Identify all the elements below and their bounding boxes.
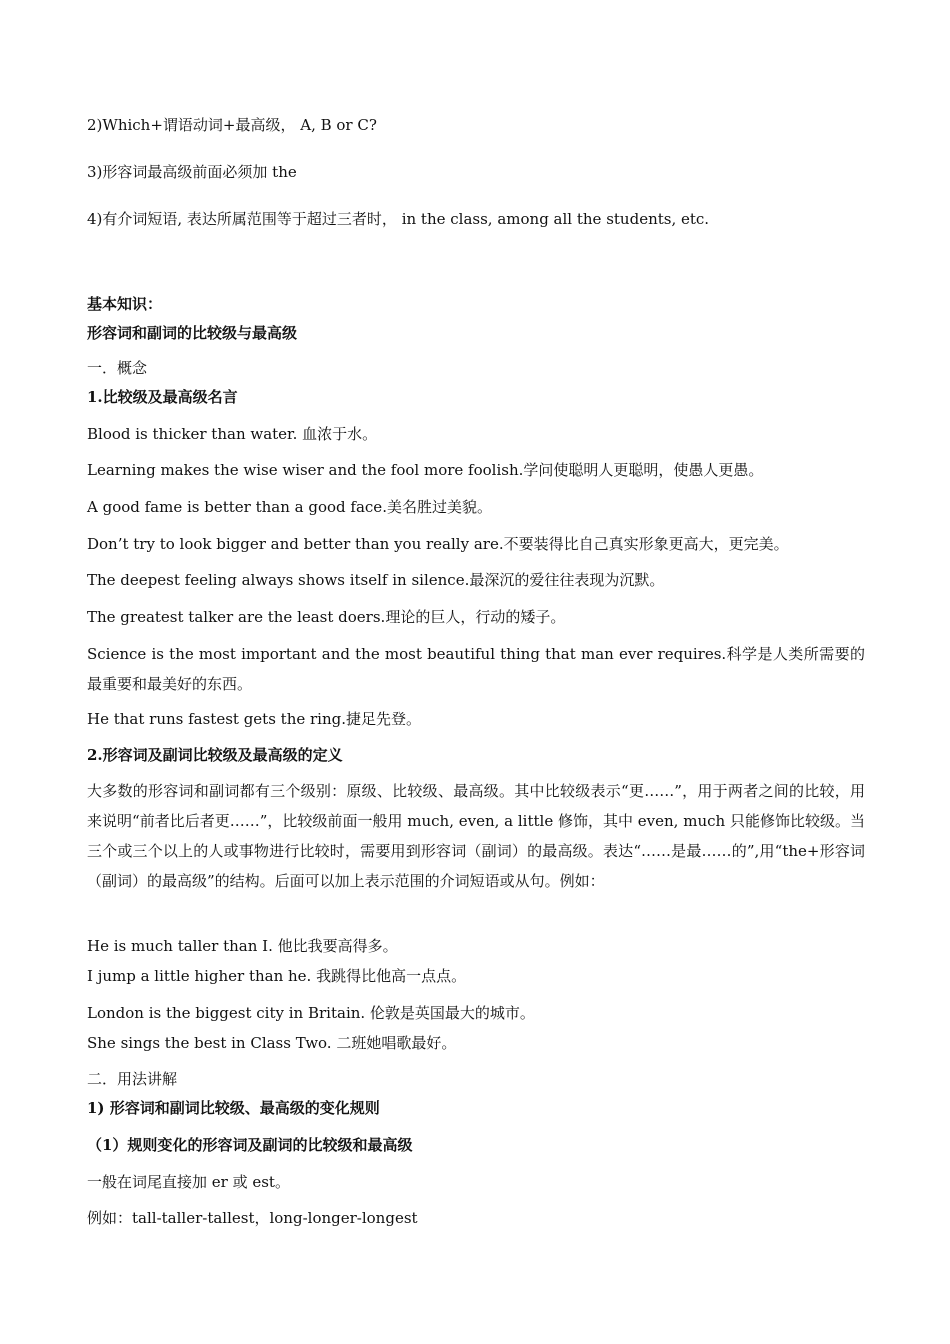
example-text: 例如：tall-taller-tallest，long-longer-longest: [87, 1209, 418, 1227]
quote-5: The deepest feeling always shows itself in silence.最深沉的爱往往表现为沉默。: [87, 571, 665, 589]
quote-3: A good fame is better than a good face.美名胜过美貌。: [87, 498, 492, 516]
rule-2: 2)Which+谓语动词+最高级， A, B or C?: [87, 116, 377, 134]
rule-3: 3)形容词最高级前面必须加 the: [87, 163, 297, 181]
quote-2: Learning makes the wise wiser and the fool more foolish.学问使聪明人更聪明，使愚人更愚。: [87, 461, 764, 479]
section-2-heading: 二．用法讲解: [87, 1070, 178, 1088]
main-title: 形容词和副词的比较级与最高级: [87, 324, 298, 342]
example-2: I jump a little higher than he. 我跳得比他高一点点。: [87, 967, 467, 985]
quote-6: The greatest talker are the least doers.理论的巨人，行动的矮子。: [87, 608, 566, 626]
quote-7: Science is the most important and the most beautiful thing that man ever requires.科学是人类所需要的最重要和最美好的东西。: [87, 645, 865, 693]
basic-knowledge-label: 基本知识：: [87, 295, 163, 313]
subsection-1-title: 1.比较级及最高级名言: [87, 388, 238, 406]
rule-4: 4)有介词短语, 表达所属范围等于超过三者时， in the class, among all the students, etc.: [87, 210, 710, 228]
quote-4: Don’t try to look bigger and better than you really are.不要装得比自己真实形象更高大，更完美。: [87, 535, 789, 553]
section-2-sub-subtitle: （1）规则变化的形容词及副词的比较级和最高级: [87, 1136, 413, 1154]
example-4: She sings the best in Class Two. 二班她唱歌最好。: [87, 1034, 457, 1052]
quote-1: Blood is thicker than water. 血浓于水。: [87, 425, 378, 443]
quote-8: He that runs fastest gets the ring.捷足先登。: [87, 710, 422, 728]
rule-text: 一般在词尾直接加 er 或 est。: [87, 1173, 290, 1191]
example-3: London is the biggest city in Britain. 伦敦是英国最大的城市。: [87, 1004, 535, 1022]
definition-paragraph: 大多数的形容词和副词都有三个级别：原级、比较级、最高级。其中比较级表示“更……”，用于两者之间的比较，用来说明“前者比后者更……”，比较级前面一般用 much, even, a little 修饰，其中 even, much 只能修饰比较级。当三个或三个以上的人或事物进行比较时，需要用到形容词（副词）的最高级。表达“……是最……的”,用“the+形容词（副词）的最高级”的结构。后面可以加上表示范围的介词短语或从句。例如：: [87, 782, 865, 890]
section-2-subtitle: 1) 形容词和副词比较级、最高级的变化规则: [87, 1099, 380, 1117]
section-1-heading: 一．概念: [87, 359, 148, 377]
subsection-2-title: 2.形容词及副词比较级及最高级的定义: [87, 746, 343, 764]
example-1: He is much taller than I. 他比我要高得多。: [87, 937, 398, 955]
